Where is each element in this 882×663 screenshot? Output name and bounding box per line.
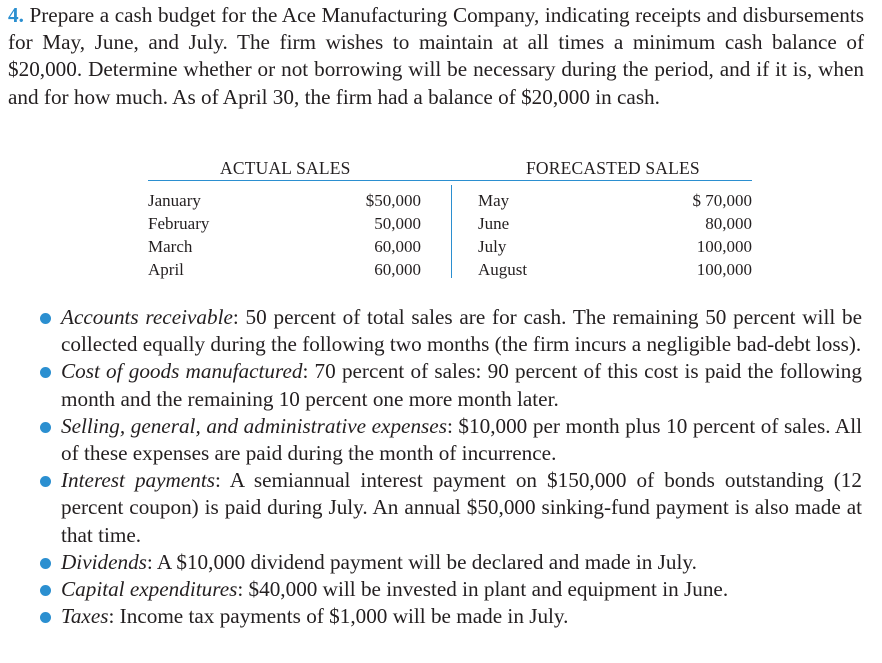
- table-cell: July: [478, 237, 507, 256]
- bullet-icon: [40, 585, 51, 596]
- table-cell: 100,000: [696, 260, 752, 279]
- item-text: : A $10,000 dividend payment will be declared and made in July.: [146, 549, 697, 574]
- table-cell: January: [148, 191, 201, 210]
- list-item: [40, 603, 862, 630]
- actual-sales-header: ACTUAL SALES: [220, 158, 351, 178]
- table-header-rule: [148, 180, 752, 181]
- table-cell: May: [478, 191, 510, 210]
- item-term: Accounts receivable: [61, 305, 233, 329]
- item-text: : $10,000 per month plus 10 percent of sales. All of these expenses are paid during the month of incurrence.: [61, 413, 862, 466]
- bullet-icon: [40, 367, 51, 378]
- problem-statement: [8, 2, 864, 111]
- list-item: [40, 304, 862, 358]
- list-item: [40, 549, 862, 576]
- item-text: : $40,000 will be invested in plant and equipment in June.: [237, 577, 729, 602]
- table-cell: June: [478, 214, 510, 233]
- table-cell: 60,000: [374, 237, 421, 256]
- actual-values-column: [338, 189, 421, 281]
- table-cell: 80,000: [705, 214, 752, 233]
- assumptions-list: [40, 304, 862, 630]
- item-term: Interest payments: [61, 468, 215, 493]
- table-cell: $ 70,000: [692, 191, 752, 210]
- table-cell: March: [148, 237, 193, 256]
- forecast-values-column: [648, 189, 752, 281]
- item-text: : 70 percent of sales: 90 percent of this cost is paid the following month and the remaining 10 percent one more month later.: [61, 359, 862, 411]
- forecast-months-column: [478, 189, 527, 281]
- table-cell: April: [148, 260, 184, 279]
- table-cell: August: [478, 260, 528, 279]
- table-cell: 100,000: [696, 237, 752, 256]
- problem-number: 4.: [8, 3, 24, 27]
- item-term: Selling, general, and administrative expenses: [61, 413, 447, 438]
- table-cell: 60,000: [374, 260, 421, 279]
- table-cell: 50,000: [374, 214, 421, 233]
- bullet-icon: [40, 422, 51, 433]
- item-term: Dividends: [61, 549, 147, 574]
- bullet-icon: [40, 612, 51, 623]
- table-cell: $50,000: [365, 191, 421, 210]
- bullet-icon: [40, 313, 51, 324]
- forecasted-sales-header: FORECASTED SALES: [526, 158, 700, 178]
- bullet-icon: [40, 476, 51, 487]
- item-text: : 50 percent of total sales are for cash. The remaining 50 percent will be collected equally during the following two months (the firm incurs a negligible bad-debt loss).: [61, 305, 862, 357]
- item-text: : A semiannual interest payment on $150,000 of bonds outstanding (12 percent coupon) is paid during July. An annual $50,000 sinking-fund payment is also made at that time.: [61, 468, 862, 547]
- problem-text: Prepare a cash budget for the Ace Manufacturing Company, indicating receipts and disbursements for May, June, and July. The firm wishes to maintain at all times a minimum cash balance of $20,000. Determine whether or not borrowing will be necessary during the period, and if it is, when and for how much. As of April 30, the firm had a balance of $20,000 in cash.: [8, 3, 864, 109]
- sales-table: [148, 152, 752, 280]
- bullet-icon: [40, 558, 51, 569]
- list-item: [40, 467, 862, 549]
- item-term: Capital expenditures: [61, 577, 238, 602]
- item-term: Cost of goods manufactured: [61, 359, 303, 384]
- list-item: [40, 358, 862, 412]
- list-item: [40, 413, 862, 467]
- actual-months-column: [148, 189, 209, 281]
- table-cell: February: [148, 214, 210, 233]
- table-column-divider: [451, 185, 452, 278]
- item-text: : Income tax payments of $1,000 will be made in July.: [108, 604, 569, 629]
- list-item: [40, 576, 862, 603]
- item-term: Taxes: [61, 604, 109, 629]
